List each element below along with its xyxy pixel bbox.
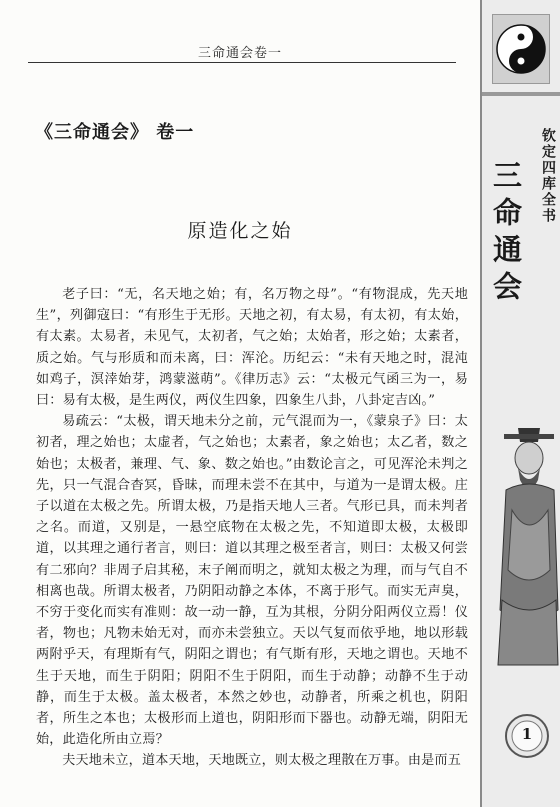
sidebar-band bbox=[482, 92, 560, 96]
series-title: 钦定四库全书 bbox=[540, 128, 556, 224]
book-title: 三命通会 bbox=[489, 160, 523, 308]
body-text bbox=[36, 284, 468, 772]
chapter-title: 原造化之始 bbox=[187, 220, 293, 242]
official-figure-illustration bbox=[492, 420, 560, 670]
paragraph: 易疏云：“太极，谓天地未分之前，元气混而为一，《蒙泉子》曰：太初者，理之始也；太虚者，气之始也；太素者，象之始也；太乙者，数之始也；太极者，兼理、气、象、数之始也。”由数论言之，可见浑沦未判之先，只一气混合杳冥，昏昧，而理未尝不在其中，与道为一是谓太极。庄子以道在太极之先。所谓太极，乃是指天地人三者。气形已具，而未判者之名。而道，又别是，一悬空底物在太极之先，不知道即太极，太极即道，以其理之通行者言，则曰：道以其理之极至者言，则曰：太极又何尝有二邪向？非周子启其秘，末子阐而明之，就知太极之为理，而与气自不相离也哉。所谓太极者，乃阴阳动静之本体，不离于形气。而实无声臭，不穷于变化而实有准则：故一动一静，互为其根，分阴分阳两仪立焉！仪者，物也；凡物未始无对，而亦未尝独立。天以气复而依乎地，地以形载两附乎天，有理斯有气，阴阳之谓也；有气斯有形，天地之谓也。天地不生于天地，而生于阴阳；阴阳不生于阴阳，而生于动静；动静不生于动静，而生于太极。盖太极者，本然之妙也，动静者，所乘之机也，阴阳者，所生之本也；太极形而上道也，阴阳形而下器也。动静无端，阴阳无始，此造化所由立焉？ bbox=[36, 414, 468, 748]
yin-yang-icon bbox=[492, 14, 550, 84]
paragraph: 夫天地未立，道本天地，天地既立，则太极之理散在万事。由是而五 bbox=[62, 753, 461, 769]
decorative-sidebar bbox=[480, 0, 560, 807]
section-heading: 《三命通会》 卷一 bbox=[35, 122, 195, 143]
header-rule bbox=[28, 62, 456, 63]
page-number: 1 bbox=[521, 725, 533, 743]
paragraph: 老子曰：“无，名天地之始；有，名万物之母”。“有物混成，先天地生”，列御寇曰：“有形生于无形。天地之初，有太易，有太初，有太始，有太素。太易者，未见气，太初者，气之始；太始者，形之始；太素者，质之始。气与形质和而未离，曰：浑沦。历纪云：“未有天地之时，混沌如鸡子，溟涬始芽，鸿蒙滋萌”。《律历志》云：“太极元气函三为一，易曰：易有太极，是生两仪，两仪生四象，四象生八卦，八卦定吉凶。” bbox=[36, 287, 468, 409]
running-header: 三命通会卷一 bbox=[197, 46, 282, 61]
